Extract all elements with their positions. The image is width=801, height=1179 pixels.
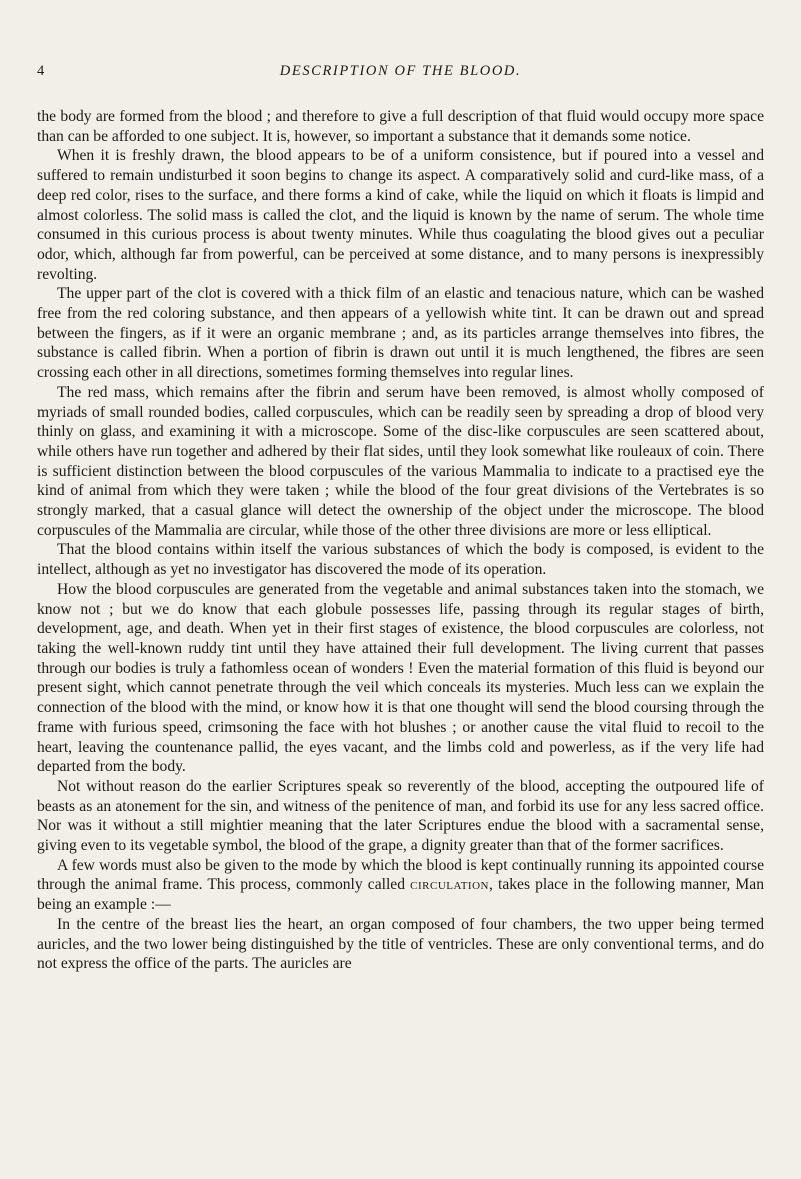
circulation-term: circulation <box>410 876 489 894</box>
paragraph: That the blood contains within itself the various substances of which the body is composed, is evident to the intellect, although as yet no investigator has discovered the mode of its operation. <box>37 541 764 579</box>
circulation-text-after: , takes place in the following manner, Man being an example :— <box>37 876 764 914</box>
circulation-text-before: A few words must also be given to the mode by which the blood is kept continually running its appointed course through the animal frame. This process, commonly called <box>37 856 764 894</box>
paragraph: How the blood corpuscules are generated from the vegetable and animal substances taken into the stomach, we know not ; but we do know that each globule possesses life, passing through its regular stages of birth, development, age, and death. When yet in their first stages of existence, the blood corpuscules are colorless, not taking the well-known ruddy tint until they have attained their full development. The living current that passes through our bodies is truly a fathomless ocean of wonders ! Even the material formation of this fluid is beyond our present sight, which cannot penetrate through the veil which conceals its mysteries. Much less can we explain the connection of the blood with the mind, or know how it is that one thought will send the blood coursing through the frame with furious speed, crimsoning the face with hot blushes ; or another cause the vital fluid to recoil to the heart, leaving the countenance pallid, the eyes vacant, and the limbs cold and powerless, as if the very life had departed from the body. <box>37 580 764 776</box>
paragraph-circulation <box>37 856 764 915</box>
paragraph: When it is freshly drawn, the blood appears to be of a uniform consistence, but if poured into a vessel and suffered to remain undisturbed it soon begins to change its aspect. A comparatively solid and curd-like mass, of a deep red color, rises to the surface, and there forms a kind of cake, while the liquid on which it floats is limpid and almost colorless. The solid mass is called the clot, and the liquid is known by the name of serum. The whole time consumed in this curious process is about twenty minutes. While thus coagulating the blood gives out a peculiar odor, which, although far from powerful, can be perceived at some distance, and to many persons is inexpressibly revolting. <box>37 147 764 283</box>
page-number: 4 <box>37 63 45 79</box>
paragraph: The red mass, which remains after the fibrin and serum have been removed, is almost wholly composed of myriads of small rounded bodies, called corpuscules, which can be readily seen by spreading a drop of blood very thinly on glass, and examining it with a microscope. Some of the disc-like corpuscules are seen scattered about, while others have run together and adhered by their flat sides, until they look somewhat like rouleaux of coin. There is sufficient distinction between the blood corpuscules of the various Mammalia to indicate to a practised eye the kind of animal from which they were taken ; while the blood of the four great divisions of the Vertebrates is so strongly marked, that a casual glance will detect the ownership of the object under the microscope. The blood corpuscules of the Mammalia are circular, while those of the other three divisions are more or less elliptical. <box>37 383 764 539</box>
body-text <box>37 107 764 974</box>
page-header <box>37 63 764 83</box>
running-title: DESCRIPTION OF THE BLOOD. <box>279 63 522 79</box>
paragraph: The upper part of the clot is covered with a thick film of an elastic and tenacious nature, which can be washed free from the red coloring substance, and then appears of a yellowish white tint. It can be drawn out and spread between the fingers, as if it were an organic membrane ; and, as its particles arrange themselves into fibres, the substance is called fibrin. When a portion of fibrin is drawn out until it is much lengthened, the fibres are seen crossing each other in all directions, sometimes forming themselves into regular lines. <box>37 285 764 382</box>
paragraph: the body are formed from the blood ; and therefore to give a full description of that fluid would occupy more space than can be afforded to one subject. It is, however, so important a substance that it demands some notice. <box>37 108 764 145</box>
paragraph: Not without reason do the earlier Scriptures speak so reverently of the blood, accepting the outpoured life of beasts as an atonement for the sin, and witness of the penitence of man, and forbid its use for any less sacred office. Nor was it without a still mightier meaning that the later Scriptures endue the blood with a sacramental sense, giving even to its vegetable symbol, the blood of the grape, a dignity greater than that of the former sacrifices. <box>37 777 764 855</box>
paragraph: In the centre of the breast lies the heart, an organ composed of four chambers, the two upper being termed auricles, and the two lower being distinguished by the title of ventricles. These are only conventional terms, and do not express the office of the parts. The auricles are <box>37 915 764 973</box>
